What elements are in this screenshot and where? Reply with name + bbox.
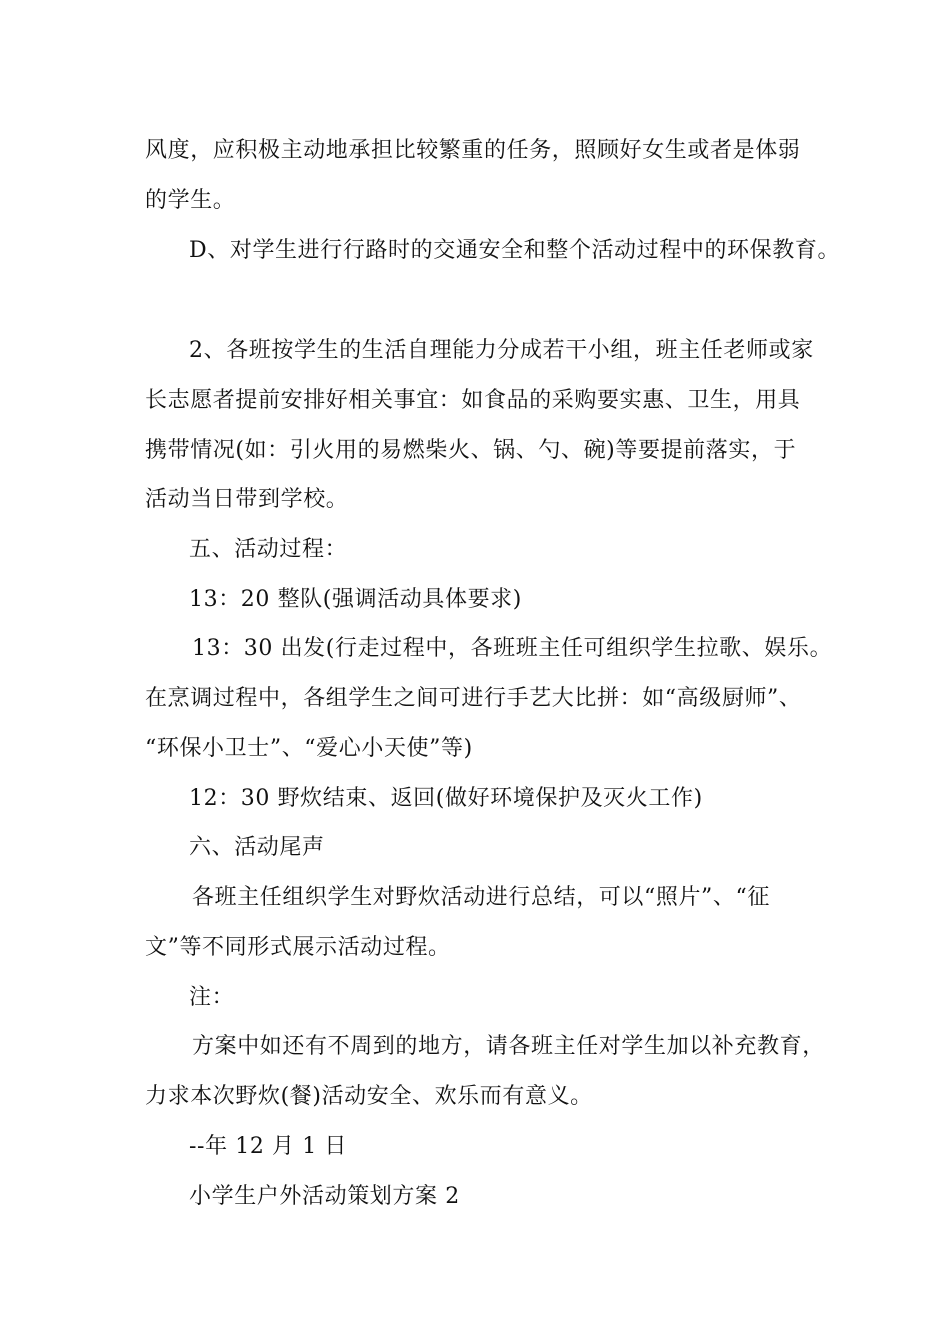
note-label: 注： (189, 985, 235, 1010)
paragraph-line: 活动当日带到学校。 (145, 487, 349, 512)
paragraph-line: 的学生。 (145, 188, 236, 213)
paragraph-line: D、对学生进行行路时的交通安全和整个活动过程中的环保教育。 (189, 238, 841, 263)
paragraph-line: 携带情况(如：引火用的易燃柴火、锅、勺、碗)等要提前落实，于 (145, 438, 797, 463)
paragraph-line: “环保小卫士”、“爱心小天使”等) (145, 736, 473, 761)
paragraph-line: 2、各班按学生的生活自理能力分成若干小组，班主任老师或家 (189, 338, 814, 363)
section-heading: 五、活动过程： (189, 537, 348, 562)
paragraph-line: 文”等不同形式展示活动过程。 (145, 935, 451, 960)
schedule-item: 13：30 出发(行走过程中，各班班主任可组织学生拉歌、娱乐。 (192, 636, 833, 661)
schedule-item: 12：30 野炊结束、返回(做好环境保护及灭火工作) (189, 786, 703, 811)
paragraph-line: 力求本次野炊(餐)活动安全、欢乐而有意义。 (145, 1084, 593, 1109)
section-heading: 六、活动尾声 (189, 835, 325, 860)
paragraph-line: 长志愿者提前安排好相关事宜：如食品的采购要实惠、卫生，用具 (145, 388, 801, 413)
document-title: 小学生户外活动策划方案 2 (189, 1184, 460, 1209)
paragraph-line: 风度，应积极主动地承担比较繁重的任务，照顾好女生或者是体弱 (145, 138, 801, 163)
date-line: --年 12 月 1 日 (189, 1134, 348, 1159)
paragraph-line: 方案中如还有不周到的地方，请各班主任对学生加以补充教育， (192, 1034, 825, 1059)
paragraph-line: 在烹调过程中，各组学生之间可进行手艺大比拼：如“高级厨师”、 (145, 686, 802, 711)
paragraph-line: 各班主任组织学生对野炊活动进行总结，可以“照片”、“征 (192, 885, 770, 910)
schedule-item: 13：20 整队(强调活动具体要求) (189, 587, 522, 612)
